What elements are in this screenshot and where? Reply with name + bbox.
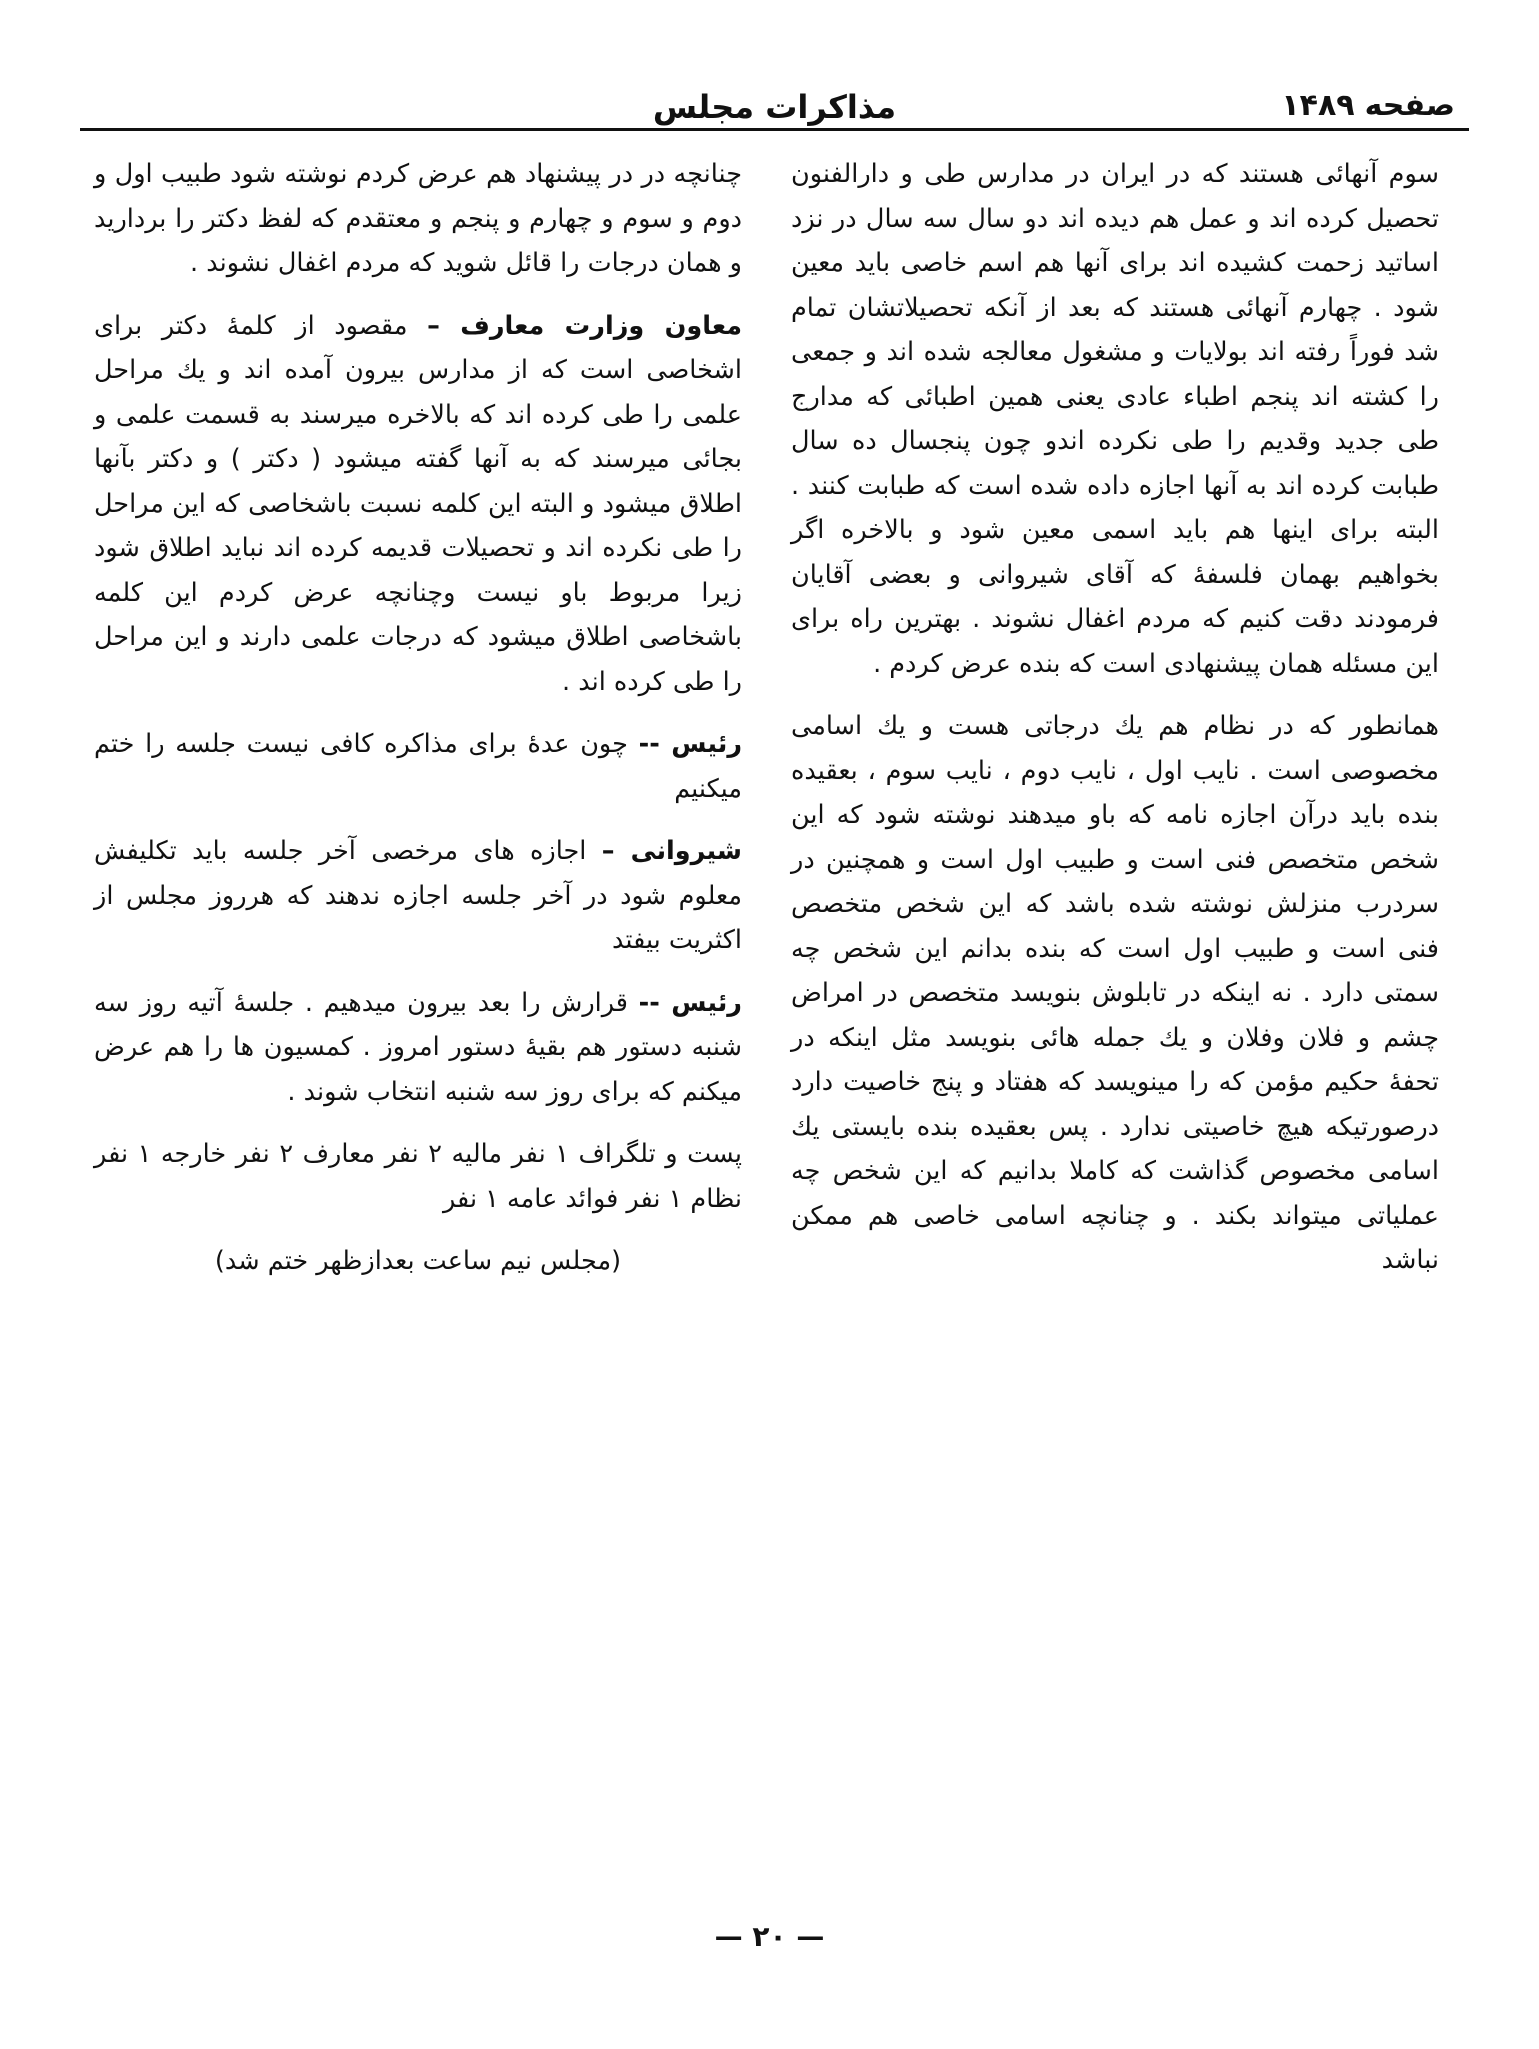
page-folio: — ۲۰ — (714, 1920, 825, 1953)
paragraph (94, 722, 742, 811)
right-column (791, 152, 1439, 1301)
paragraph (94, 304, 742, 705)
speaker-name: معاون وزارت معارف – (427, 310, 742, 341)
page-word: صفحه (1364, 88, 1455, 123)
paragraph: همانطور که در نظام هم یك درجاتی هست و یك اسامی مخصوصی است . نایب اول ، نایب دوم ، نایب سوم ، بعقیده بنده باید درآن اجازه نامه که باو میدهند نوشته شود که این شخص متخصص فنی است و طبیب اول است و همچنین در سردرب منزلش نوشته شده باشد که این شخص متخصص فنی است و طبیب اول است که بنده بدانم این شخص چه سمتی دارد . نه اینکه در تابلوش بنویسد متخصص در امراض چشم و فلان وفلان و یك جمله هائی بنویسد مثل اینکه در تحفهٔ حکیم مؤمن که را مینویسد که هفتاد و پنج خاصیت دارد درصورتیکه هیچ خاصیتی ندارد . پس بعقیده بنده بایستی یك اسامی مخصوص گذاشت که کاملا بدانیم که این شخص چه عملیاتی میتواند بکند . و چنانچه اسامی خاصی هم ممکن نباشد (791, 711, 1439, 1275)
paragraph (94, 981, 742, 1115)
speech-text: چون عدهٔ برای مذاکره کافی نیست جلسه را ختم میکنیم (94, 729, 742, 804)
speech-text: قرارش را بعد بیرون میدهیم . جلسهٔ آتیه روز سه شنبه دستور هم بقیهٔ دستور امروز . کمسیون ها را هم عرض میکنم که برای روز سه شنبه انتخاب شوند . (94, 987, 742, 1107)
running-title: مذاکرات مجلس (652, 88, 897, 126)
page-header (80, 88, 1469, 132)
session-closing-note: (مجلس نیم ساعت بعدازظهر ختم شد) (214, 1246, 622, 1276)
paragraph (94, 829, 742, 963)
speech-text: اجازه های مرخصی آخر جلسه باید تکلیفش معلوم شود در آخر جلسه اجازه ندهند که هرروز مجلس از اکثریت بیفتد (94, 836, 742, 955)
speaker-name: رئیس -- (638, 987, 742, 1018)
paragraph: سوم آنهائی هستند که در ایران در مدارس طی و دارالفنون تحصیل کرده اند و عمل هم دیده اند دو سال سه سال در نزد اساتید زحمت کشیده اند برای آنها هم اسم خاصی باید معین شود . چهارم آنهائی هستند که بعد از آنکه تحصیلاتشان تمام شد فوراً رفته اند بولایات و مشغول معالجه شده اند و جمعی را کشته اند پنجم اطباء عادی یعنی همین اطبائی که مدارج طی جدید وقدیم را طی نکرده اندو چون پنجسال ده سال طبابت کرده اند به آنها اجازه داده شده است که طبابت کنند . البته برای اینها هم باید اسمی معین شود و بالاخره اگر بخواهیم بهمان فلسفهٔ که آقای شیروانی و بعضی آقایان فرمودند دقت کنیم که مردم اغفال نشوند . بهترین راه برای این مسئله همان پیشنهادی است که بنده عرض کردم . (791, 159, 1439, 679)
page-number: ۱۴۸۹ (1281, 88, 1355, 123)
speaker-name: رئیس -- (638, 729, 743, 759)
speech-text: مقصود از کلمهٔ دکتر برای اشخاصی است که از مدارس بیرون آمده اند و یك مراحل علمی را طی کرده اند که بالاخره میرسند به قسمت علمی و بجائی میرسند که به آنها گفته میشود ( دکتر ) و دکتر بآنها اطلاق میشود و البته این کلمه نسبت باشخاصی که این مراحل را طی نکرده اند و تحصیلات قدیمه کرده اند نباید اطلاق شود زیرا مربوط باو نیست وچنانچه عرض کردم این کلمه باشخاصی اطلاق میشود که درجات علمی دارند و این مراحل را طی کرده اند . (94, 310, 742, 697)
left-column (94, 152, 742, 1302)
paragraph: پست و تلگراف ۱ نفر مالیه ۲ نفر معارف ۲ نفر خارجه ۱ نفر نظام ۱ نفر فوائد عامه ۱ نفر (94, 1139, 742, 1214)
header-rule (80, 128, 1469, 131)
paragraph: چنانچه در در پیشنهاد هم عرض کردم نوشته شود طبیب اول و دوم و سوم و چهارم و پنجم و معتقدم که لفظ دکتر را بردارید و همان درجات را قائل شوید که مردم اغفال نشوند . (94, 159, 742, 278)
speaker-name: شیروانی – (601, 836, 742, 866)
